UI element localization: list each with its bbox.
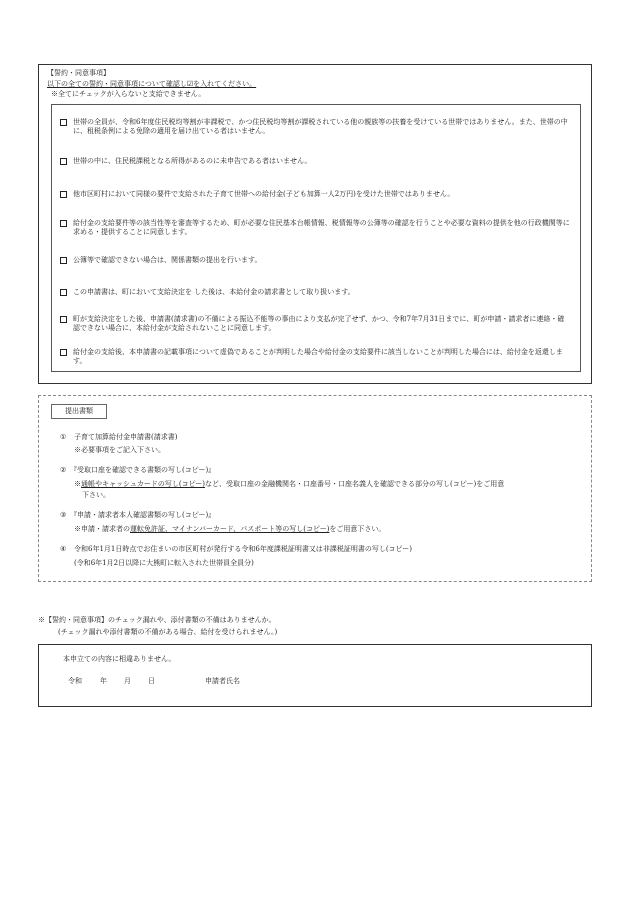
confirmation-box (38, 644, 592, 707)
checkbox-7[interactable] (60, 316, 67, 323)
doc-4-title: 令和6年1月1日時点でお住まいの市区町村が発行する令和6年度課税証明書又は非課税証明書の写し(コピー) (74, 545, 412, 553)
pledge-item-6 (60, 288, 570, 297)
doc-2-note-mark: ※ (74, 480, 81, 488)
checkbox-2[interactable] (60, 158, 67, 165)
date-era: 令和 (68, 677, 82, 685)
pledge-item-text: 公簿等で確認できない場合は、関係書類の提出を行います。 (73, 256, 262, 264)
check-note-line-1: ※【誓約・同意事項】のチェック漏れや、添付書類の不備はありませんか。 (38, 616, 276, 624)
doc-3-title: 『申請・請求者本人確認書類の写し(コピー)』 (70, 511, 216, 519)
pledge-item-text: 世帯の中に、住民税課税となる所得があるのに未申告である者はいません。 (73, 157, 312, 165)
checkbox-4[interactable] (60, 220, 67, 227)
pledge-item-2 (60, 157, 570, 166)
checkbox-1[interactable] (60, 119, 67, 126)
pledge-item-1 (60, 118, 570, 137)
doc-2-note (74, 480, 584, 489)
confirmation-statement: 本申立ての内容に相違ありません。 (63, 655, 176, 663)
doc-4-note: (令和6年1月2日以降に大熊町に転入された世帯員全員分) (74, 559, 254, 567)
doc-2-number: ② (60, 466, 67, 474)
doc-3-note-rest: をご用意下さい。 (329, 525, 386, 533)
checkbox-5[interactable] (60, 257, 67, 264)
pledge-item-text: この申請書は、町において支給決定を した後は、本給付金の請求書として取り扱います。 (73, 288, 355, 296)
pledge-item-text: 他市区町村において同様の要件で支給された子育て世帯への給付金(子ども加算一人2万円)を受けた世帯ではありません。 (73, 190, 455, 198)
date-month-field[interactable]: 月 (124, 677, 131, 685)
checkbox-8[interactable] (60, 349, 67, 356)
doc-4-number: ④ (60, 545, 67, 553)
doc-3-note (74, 525, 385, 534)
doc-2-note-cont: 下さい。 (82, 491, 110, 499)
date-year-field[interactable]: 年 (100, 677, 107, 685)
pledge-item-text: 給付金の支給後、本申請書の記載事項について虚偽であることが判明した場合や給付金の支給要件に該当しないことが判明した場合には、給付金を返還します。 (73, 348, 563, 366)
doc-3-note-emphasis: 運転免許証、マイナンバーカード、パスポート等の写し(コピー) (130, 525, 330, 533)
date-day-field[interactable]: 日 (148, 677, 155, 685)
doc-1-number: ① (60, 433, 67, 441)
doc-1-title: 子育て加算給付金申請書(請求書) (74, 433, 178, 441)
documents-title: 提出書類 (51, 404, 107, 419)
pledge-item-8 (60, 348, 570, 367)
pledge-item-3 (60, 190, 570, 199)
pledge-item-text: 世帯の全員が、令和6年度住民税均等割が非課税で、かつ住民税均等割が課税されている他の親族等の扶養を受けている世帯ではありません。また、世帯の中に、租税条例による免除の適用を届け出ている者はいません。 (73, 118, 568, 136)
doc-2-title: 『受取口座を確認できる書類の写し(コピー)』 (70, 466, 216, 474)
pledge-item-7 (60, 315, 570, 334)
pledge-item-text: 町が支給決定をした後、申請書(請求書)の不備による振込不能等の事由により支払が完了せず、かつ、令和7年7月31日までに、町が申請・請求者に連絡・確認できない場合に、本給付金が支給されないことに同意します。 (73, 315, 565, 333)
doc-2-note-emphasis: 通帳やキャッシュカードの写し(コピー) (81, 480, 206, 488)
pledge-item-4 (60, 219, 570, 238)
pledge-item-text: 給付金の支給要件等の該当性等を審査等するため、町が必要な住民基本台帳情報、税情報等の公簿等の確認を行うことや必要な資料の提供を他の行政機関等に求める・提供することに同意します。 (73, 219, 570, 237)
doc-2-note-rest: など、受取口座の金融機関名・口座番号・口座名義人を確認できる部分の写し(コピー)をご用意 (205, 480, 505, 488)
doc-3-number: ③ (60, 511, 67, 519)
doc-1-note: ※必要事項をご記入下さい。 (74, 446, 165, 454)
pledge-instruction: 以下の全ての誓約・同意事項について確認し☑を入れてください。 (47, 80, 257, 88)
checkbox-3[interactable] (60, 191, 67, 198)
check-note-line-2: (チェック漏れや添付書類の不備がある場合、給付を受けられません。) (58, 628, 278, 636)
pledge-item-5 (60, 256, 570, 265)
pledge-heading: 【誓約・同意事項】 (47, 69, 110, 77)
pledge-note: ※全てにチェックが入らないと支給できません。 (51, 90, 206, 98)
doc-3-note-lead: ※申請・請求者の (74, 525, 130, 533)
checkbox-6[interactable] (60, 289, 67, 296)
applicant-name-field[interactable]: 申請者氏名 (205, 677, 240, 685)
